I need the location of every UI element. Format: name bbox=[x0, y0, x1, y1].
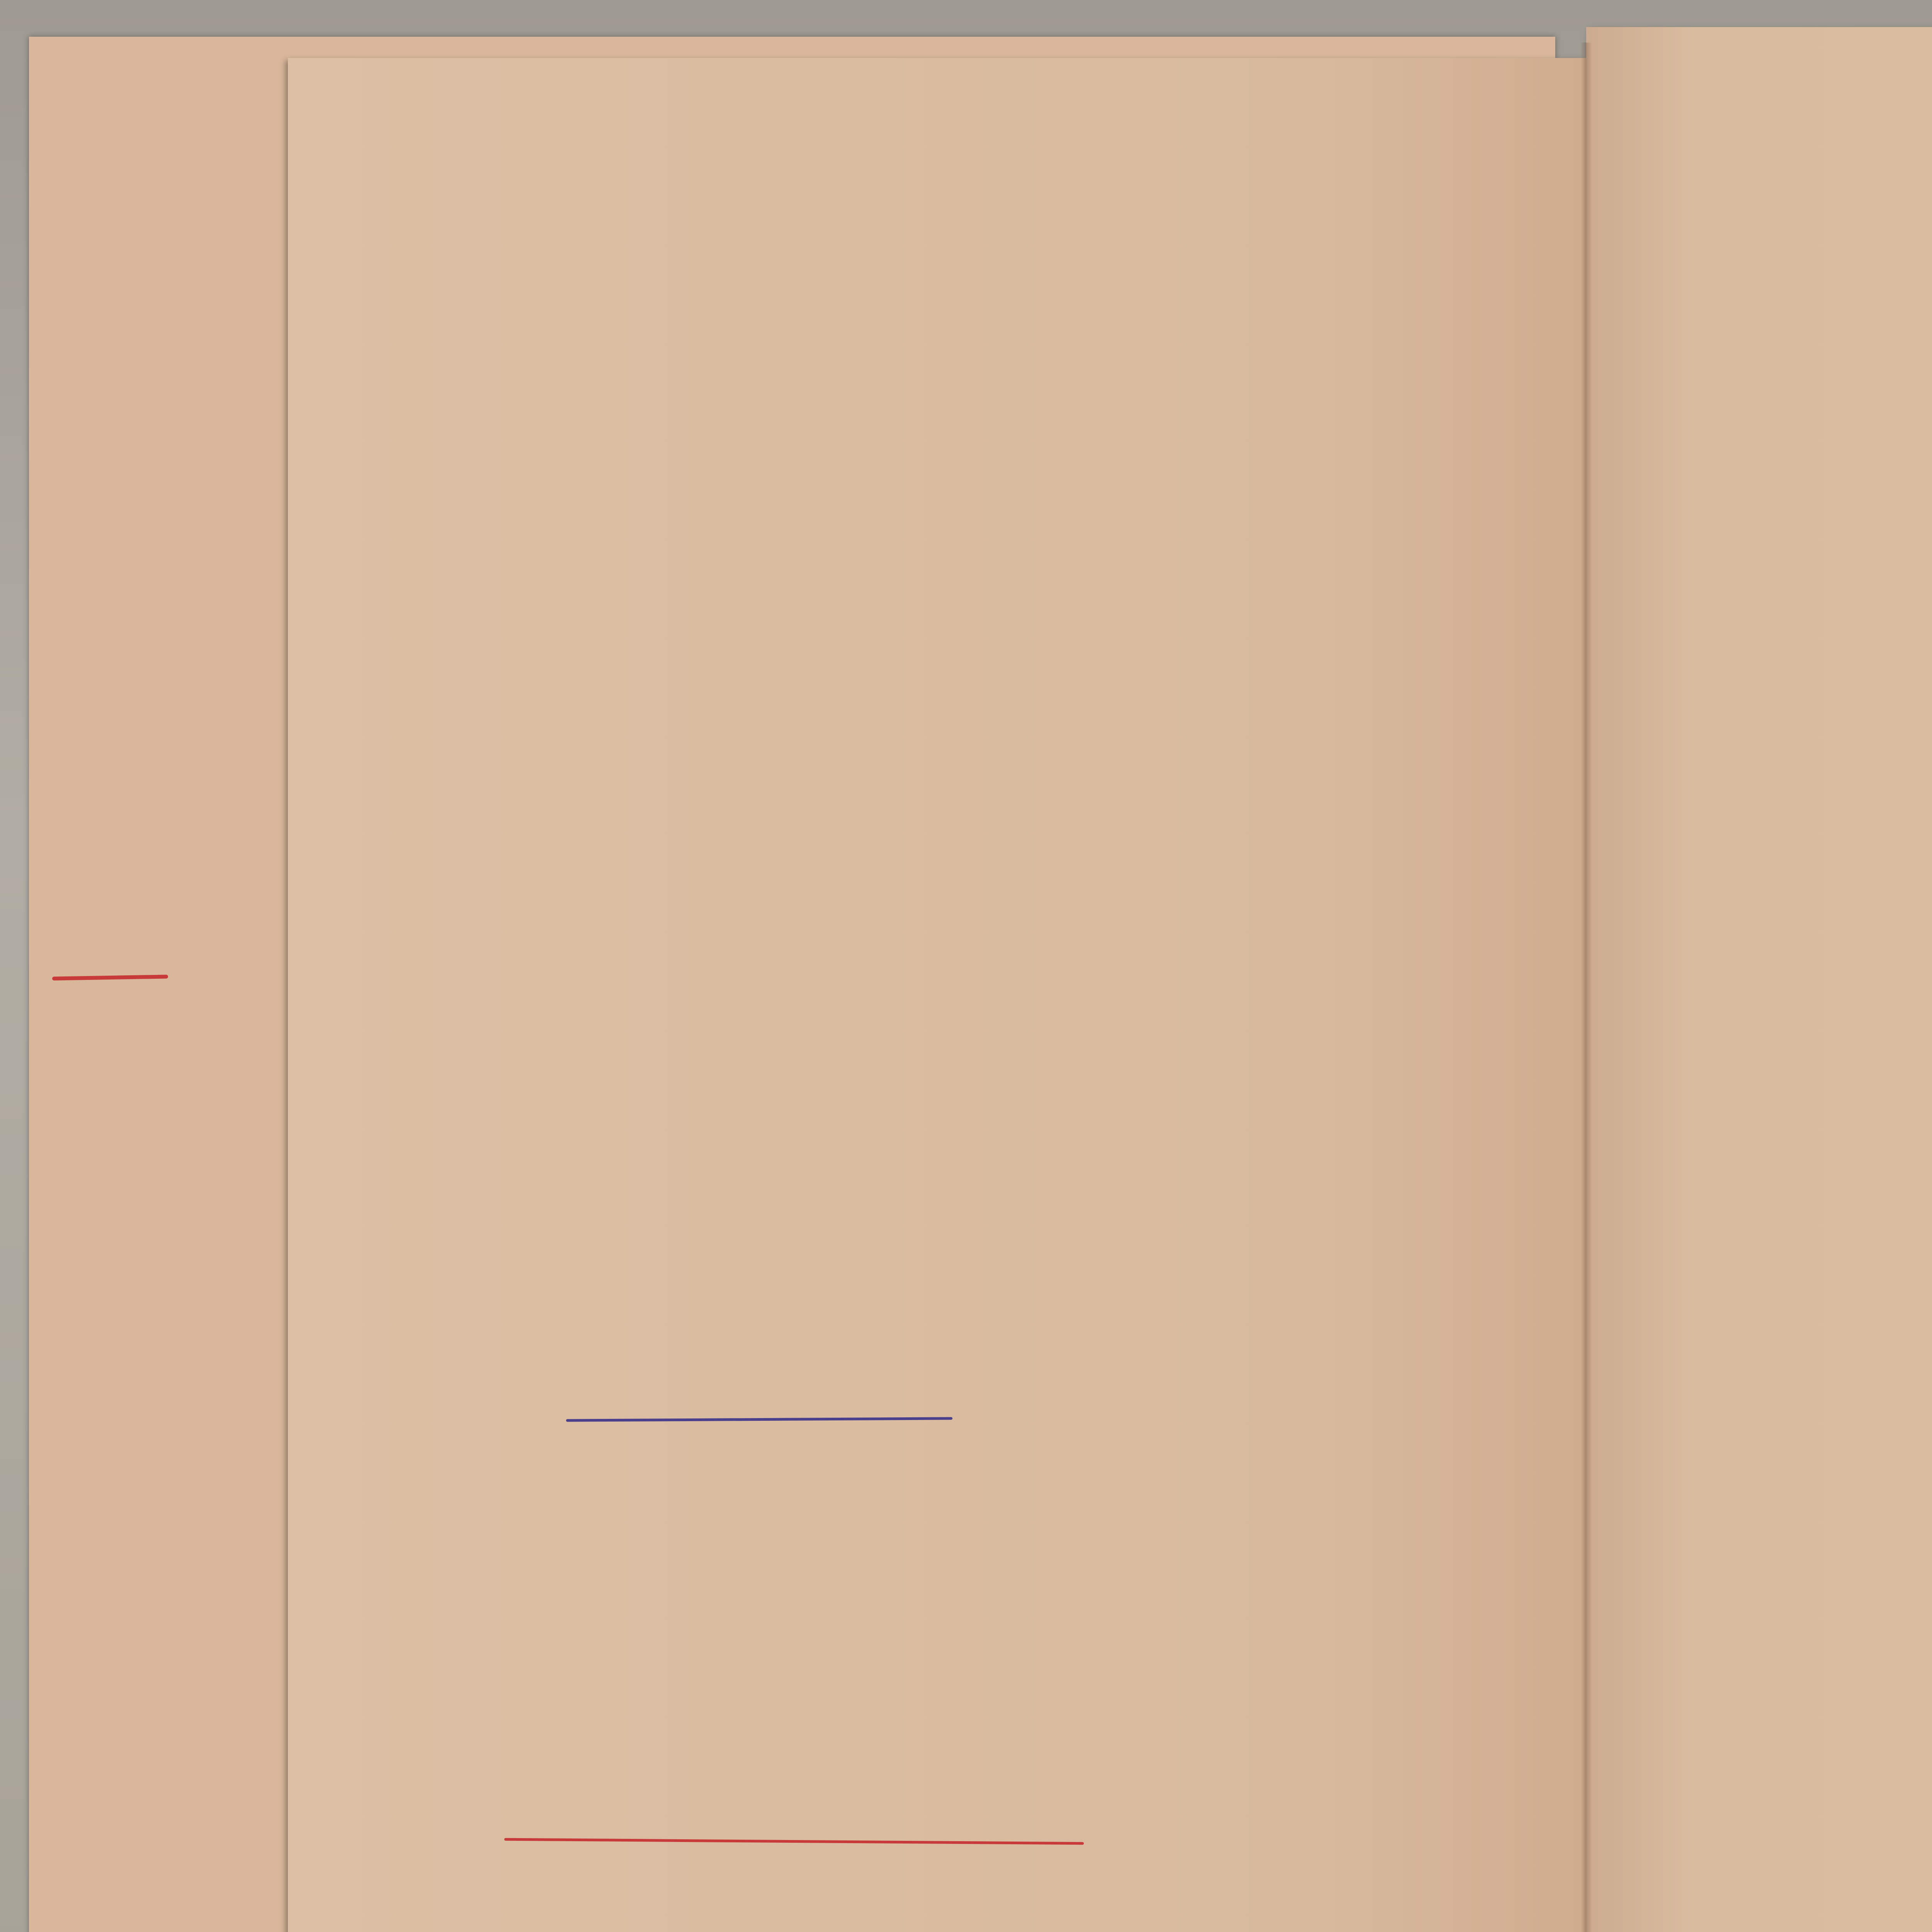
book-gutter bbox=[1580, 43, 1592, 1932]
index-entry-list bbox=[288, 58, 1563, 1932]
right-page-blank bbox=[1586, 27, 1932, 1932]
left-page bbox=[288, 58, 1586, 1932]
open-file-spread bbox=[288, 27, 1932, 1932]
red-underline-mark bbox=[52, 975, 168, 980]
